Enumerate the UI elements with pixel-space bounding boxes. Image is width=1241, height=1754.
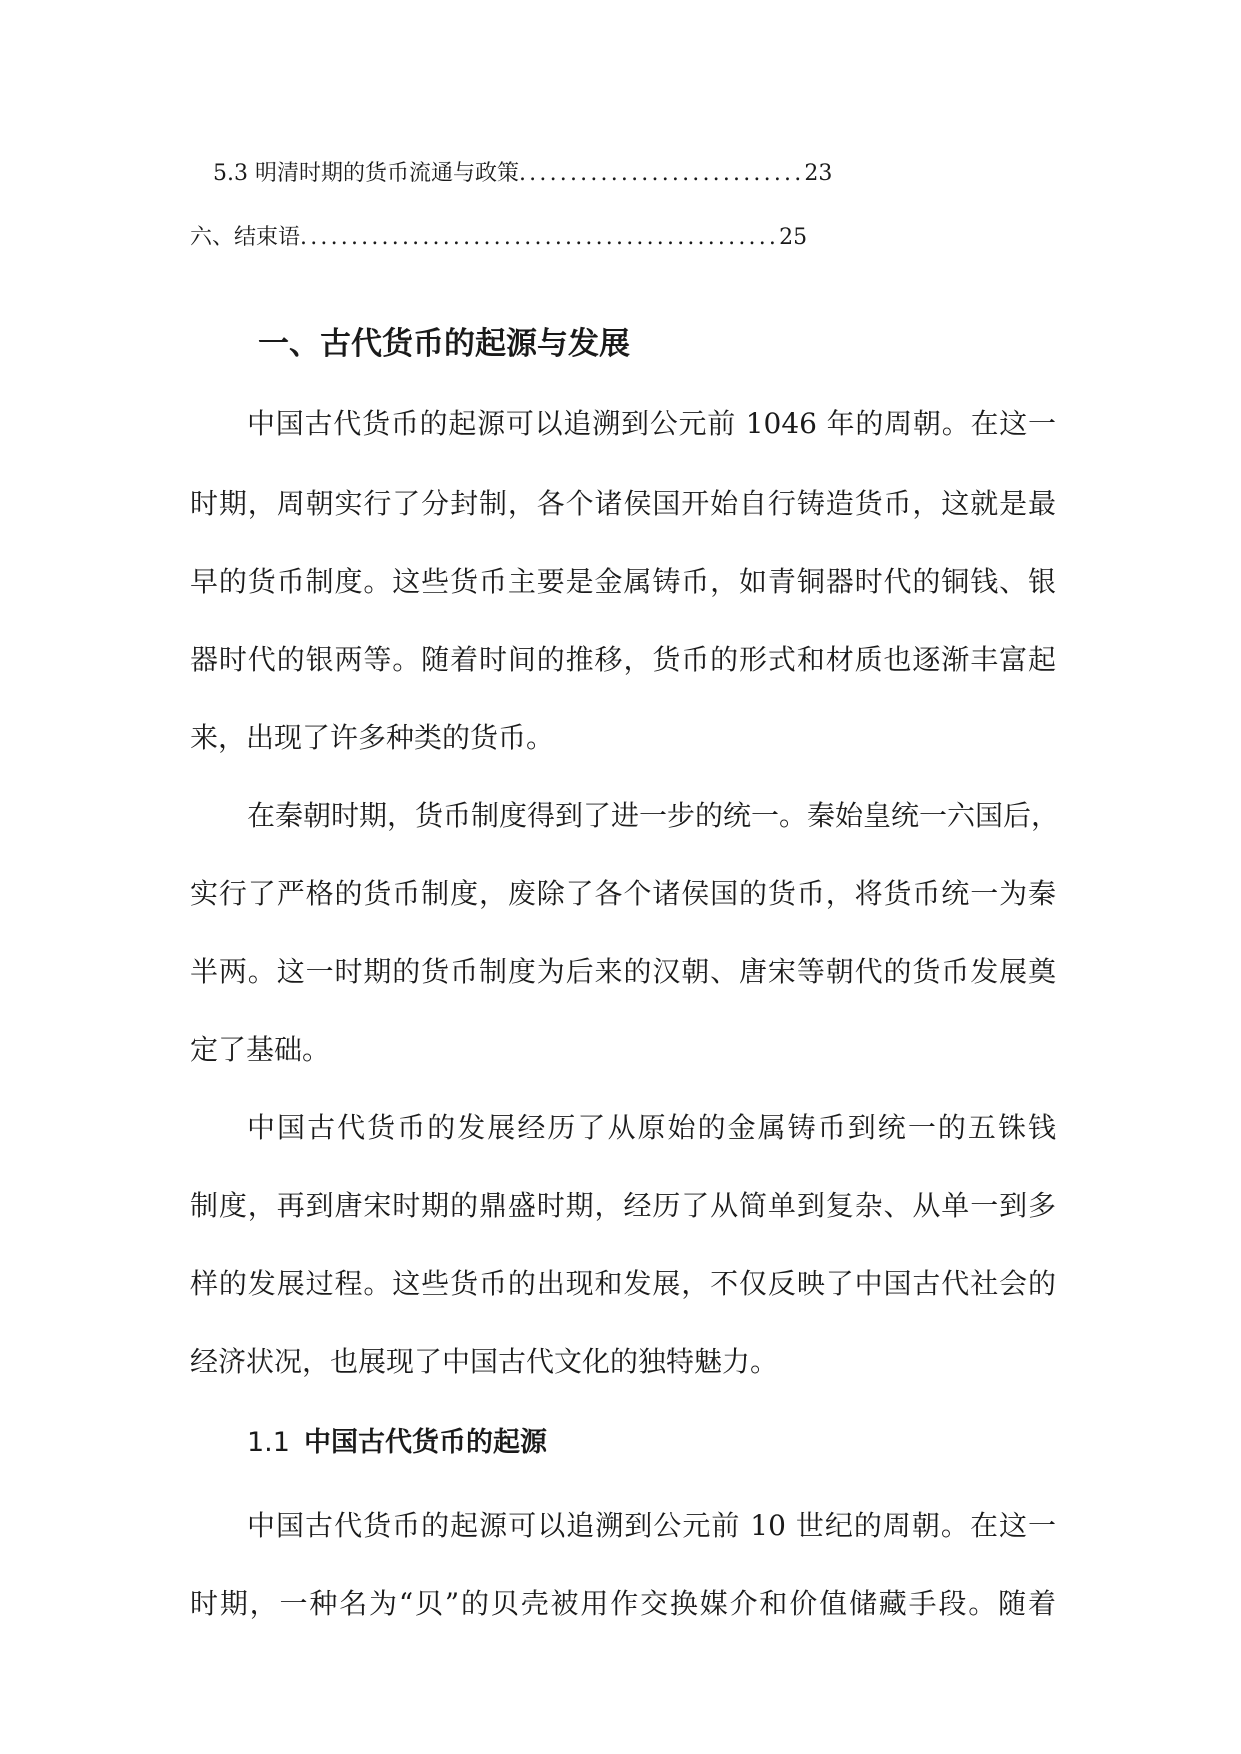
paragraph-line: 中国古代货币的起源可以追溯到公元前 10 世纪的周朝。在这一	[247, 1509, 1056, 1542]
toc-entry[interactable]	[190, 220, 807, 251]
paragraph-line: 样的发展过程。这些货币的出现和发展，不仅反映了中国古代社会的	[190, 1267, 1056, 1300]
toc-leader-dots: ............................	[518, 161, 805, 186]
paragraph-line: 中国古代货币的发展经历了从原始的金属铸币到统一的五铢钱	[247, 1111, 1056, 1144]
paragraph-line: 器时代的银两等。随着时间的推移，货币的形式和材质也逐渐丰富起	[190, 643, 1056, 676]
toc-leader-dots: ...............................................	[300, 225, 780, 250]
toc-entry-label: 5.3 明清时期的货币流通与政策	[213, 161, 519, 186]
toc-page-number: 25	[779, 225, 808, 250]
paragraph-line: 制度，再到唐宋时期的鼎盛时期，经历了从简单到复杂、从单一到多	[190, 1189, 1056, 1222]
toc-entry-label: 六、结束语	[190, 225, 301, 250]
subsection-number: 1.1	[247, 1427, 290, 1458]
toc-entry[interactable]	[213, 156, 832, 187]
subsection-heading	[247, 1420, 547, 1459]
paragraph-line: 时期，一种名为“贝”的贝壳被用作交换媒介和价值储藏手段。随着	[190, 1587, 1056, 1620]
paragraph-line: 半两。这一时期的货币制度为后来的汉朝、唐宋等朝代的货币发展奠	[190, 955, 1056, 988]
toc-page-number: 23	[804, 161, 833, 186]
subsection-title: 中国古代货币的起源	[303, 1427, 547, 1458]
paragraph-line: 中国古代货币的起源可以追溯到公元前 1046 年的周朝。在这一	[247, 407, 1056, 440]
paragraph-line: 定了基础。	[190, 1033, 331, 1066]
paragraph-line: 早的货币制度。这些货币主要是金属铸币，如青铜器时代的铜钱、银	[190, 565, 1056, 598]
paragraph-line: 经济状况，也展现了中国古代文化的独特魅力。	[190, 1345, 779, 1378]
paragraph-line: 在秦朝时期，货币制度得到了进一步的统一。秦始皇统一六国后，	[247, 799, 1060, 832]
paragraph-line: 来，出现了许多种类的货币。	[190, 721, 555, 754]
paragraph-line: 实行了严格的货币制度，废除了各个诸侯国的货币，将货币统一为秦	[190, 877, 1056, 910]
paragraph-line: 时期，周朝实行了分封制，各个诸侯国开始自行铸造货币，这就是最	[190, 487, 1056, 520]
section-heading: 一、古代货币的起源与发展	[258, 326, 630, 362]
